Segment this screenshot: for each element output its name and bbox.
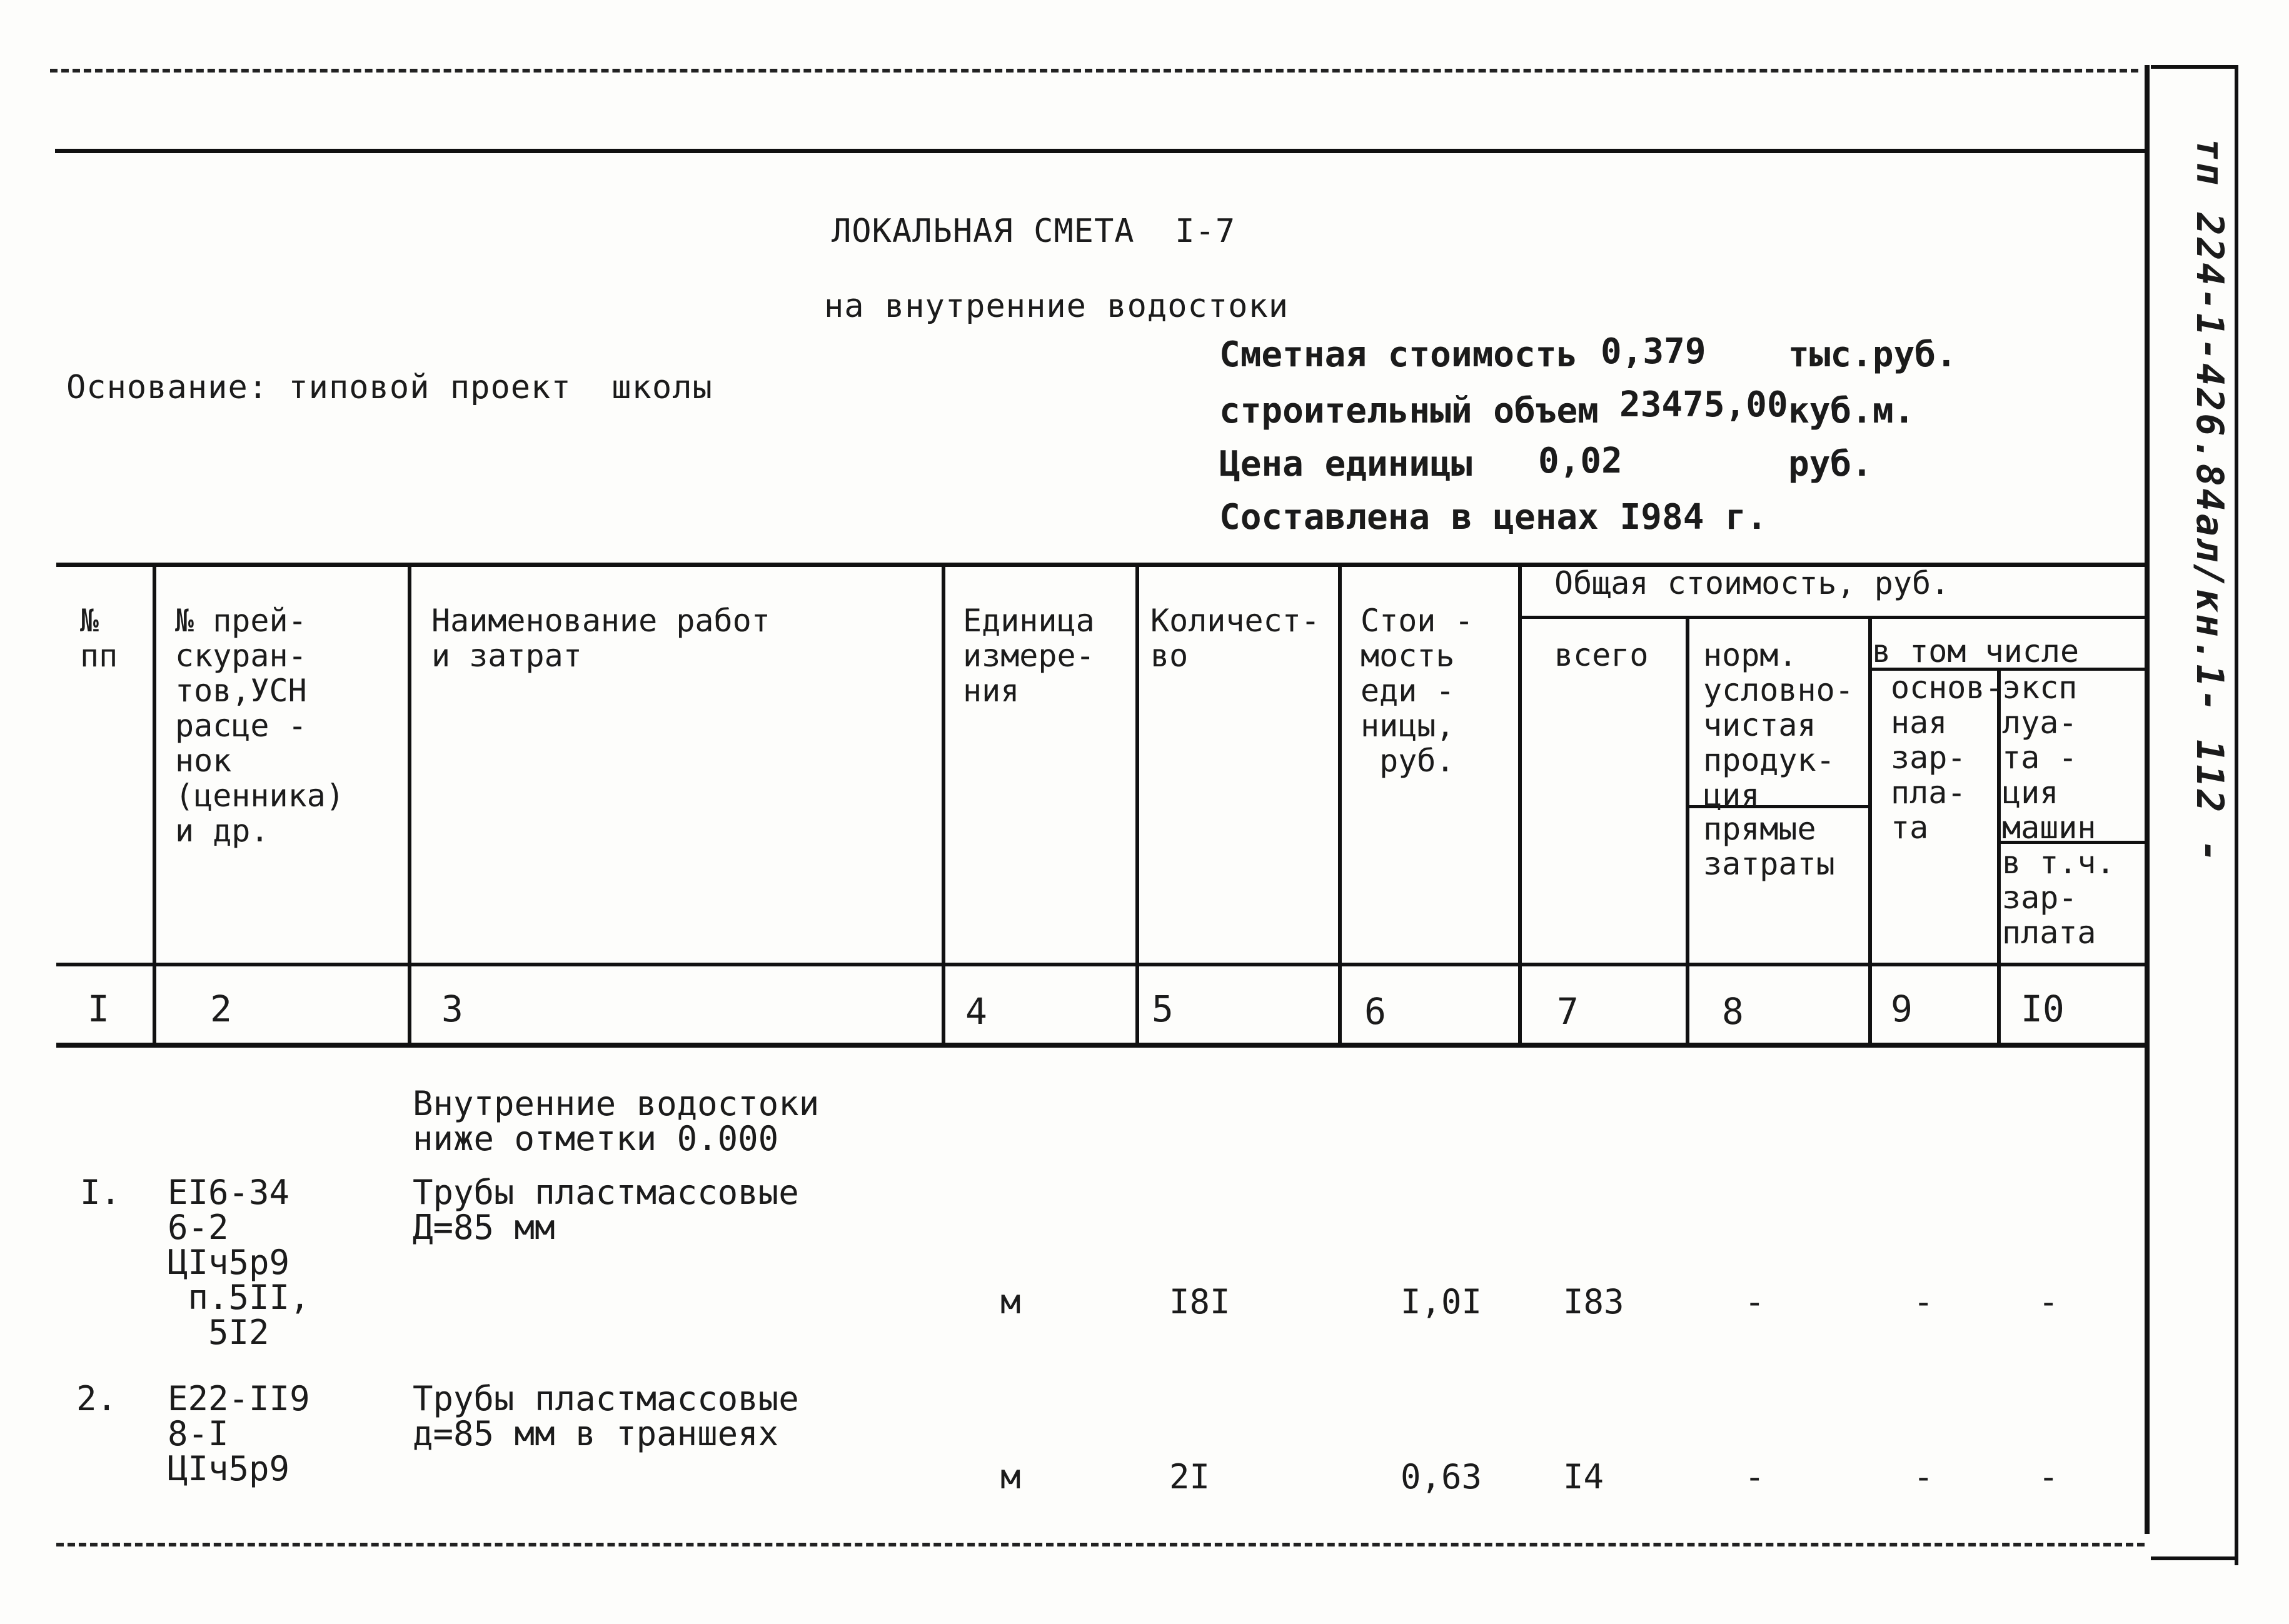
frame-right-edge (2235, 65, 2238, 1565)
col-number-6: 6 (1364, 990, 1386, 1033)
col-number-7: 7 (1557, 990, 1579, 1033)
frame-inner-edge (2145, 65, 2150, 1534)
row-qty: І8І (1169, 1282, 1230, 1321)
col-header-price: Стои - мость еди - ницы, руб. (1361, 603, 1474, 779)
volume-value: 23475,00 (1619, 384, 1788, 425)
vline-7 (1686, 616, 1689, 1048)
unit-price-unit: руб. (1788, 444, 1873, 484)
unit-price-label: Цена единицы (1219, 444, 1472, 484)
col-header-incl-group: в том числе (1872, 633, 2080, 669)
row-code: ЕІ6-34 6-2 ЦІч5р9 п.5ІІ, 5І2 (168, 1173, 310, 1352)
volume-label: строительный объем (1219, 391, 1599, 431)
row-price: І,0І (1401, 1282, 1482, 1321)
row-c10: - (2038, 1282, 2059, 1321)
col-header-c8b: прямые затраты (1703, 811, 1835, 882)
row-name: Трубы пластмассовые д=85 мм в траншеях (413, 1379, 799, 1453)
row-total: І83 (1563, 1282, 1624, 1321)
vline-4 (1135, 563, 1139, 1048)
top-dashed-border (50, 69, 2138, 73)
numbers-bottom-rule (56, 1043, 2145, 1048)
document-title: ЛОКАЛЬНАЯ СМЕТА І-7 (832, 213, 1236, 250)
row-no: І. (80, 1173, 121, 1212)
col-number-1: І (88, 988, 109, 1030)
row-unit: м (1000, 1457, 1021, 1496)
cost-value: 0,379 (1601, 331, 1706, 372)
row-c8: - (1744, 1457, 1765, 1496)
vline-8 (1868, 616, 1872, 1048)
col-number-8: 8 (1722, 990, 1744, 1033)
row-name: Трубы пластмассовые Д=85 мм (413, 1173, 799, 1247)
row-c9: - (1913, 1282, 1934, 1321)
col-header-code: № прей- скуран- тов,УСН расце - нок (ценника) и др. (175, 603, 345, 849)
header-bottom-rule (56, 963, 2145, 966)
col-number-2: 2 (210, 988, 232, 1030)
col-header-total: всего (1554, 637, 1649, 673)
document-basis: Основание: типовой проект школы (66, 369, 713, 406)
total-group-rule (1521, 616, 2145, 619)
row-price: 0,63 (1401, 1457, 1482, 1496)
row-total: І4 (1563, 1457, 1604, 1496)
col-header-no: № пп (80, 603, 118, 674)
vline-3 (942, 563, 945, 1048)
col-header-c10b: в т.ч. зар- плата (2002, 845, 2115, 951)
frame-top-right (2151, 65, 2238, 69)
row-c9: - (1913, 1457, 1934, 1496)
row-c10: - (2038, 1457, 2059, 1496)
col-number-9: 9 (1891, 988, 1913, 1030)
col-number-5: 5 (1152, 988, 1174, 1030)
vline-6 (1518, 563, 1522, 1048)
col-number-4: 4 (965, 990, 987, 1033)
document-stamp: тп 224-1-426.84ал/кн.1- 112 - (2188, 138, 2231, 865)
cost-unit: тыс.руб. (1788, 334, 1957, 375)
row-unit: м (1000, 1282, 1021, 1321)
col-number-3: 3 (441, 988, 463, 1030)
bottom-dashed-border (56, 1543, 2145, 1546)
unit-price-value: 0,02 (1538, 441, 1622, 481)
cost-label: Сметная стоимость (1219, 334, 1578, 375)
frame-bottom-right (2151, 1556, 2238, 1560)
row-c8: - (1744, 1282, 1765, 1321)
vline-1 (153, 563, 156, 1048)
col-header-total-group: Общая стоимость, руб. (1554, 565, 1950, 601)
col-number-10: І0 (2021, 988, 2065, 1030)
header-top-rule (55, 149, 2145, 153)
row-code: Е22-ІІ9 8-І ЦІч5р9 (168, 1379, 310, 1488)
col-header-unit: Единица измере- ния (963, 603, 1095, 709)
document-subtitle: на внутренние водостоки (824, 288, 1289, 325)
col-header-qty: Количест- во (1150, 603, 1320, 674)
col-header-c8a: норм. условно- чистая продук- ция (1703, 637, 1854, 813)
vline-5 (1338, 563, 1342, 1048)
volume-unit: куб.м. (1788, 391, 1915, 431)
col-header-c10a: экcп луа- та - ция машин (2002, 669, 2096, 846)
prices-note: Составлена в ценах І984 г. (1219, 497, 1768, 538)
col-header-c9: основ- ная зар- пла- та (1891, 669, 2004, 846)
row-no: 2. (76, 1379, 118, 1418)
col-header-name: Наименование работ и затрат (431, 603, 770, 674)
vline-2 (408, 563, 411, 1048)
section-heading: Внутренние водостоки ниже отметки 0.000 (413, 1084, 820, 1158)
row-qty: 2І (1169, 1457, 1210, 1496)
